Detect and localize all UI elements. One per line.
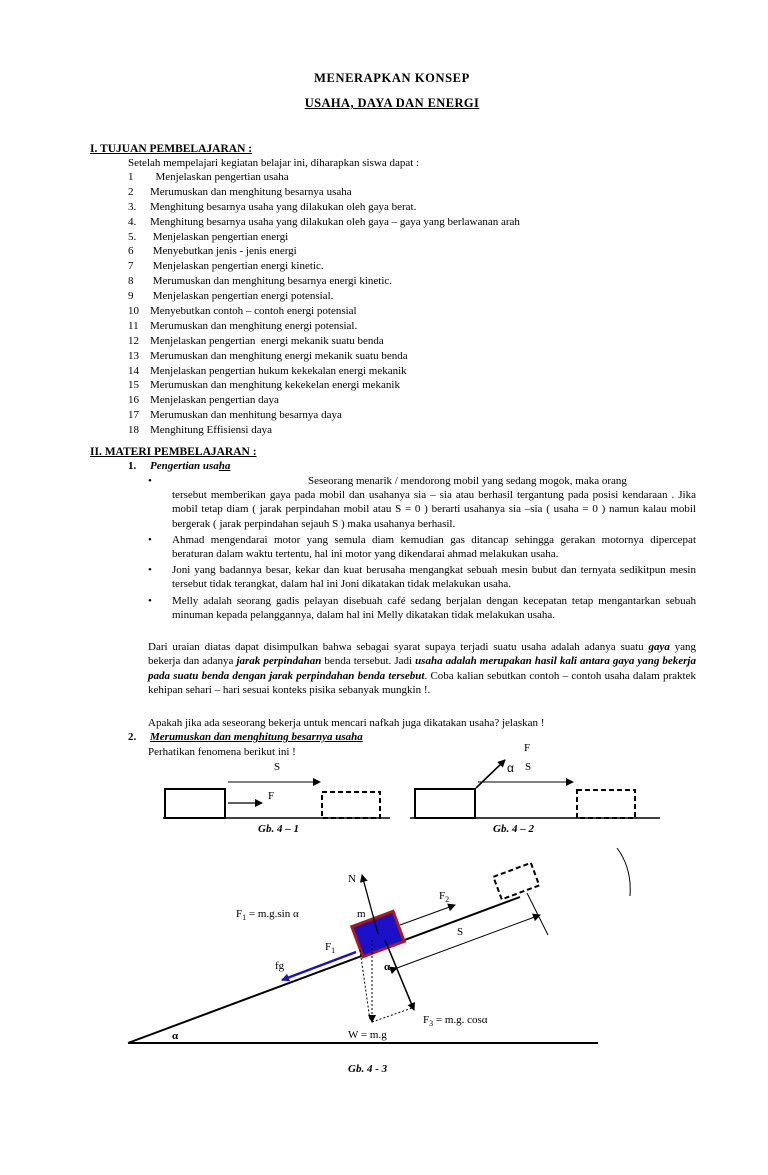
objective-number: 17	[128, 409, 139, 422]
figure-4-1	[163, 782, 390, 818]
objective-text: Menyebutkan contoh – contoh energi potensial	[150, 305, 357, 318]
bullet-text: Melly adalah seorang gadis pelayan disebuah café sedang berjalan dengan kecepatan tetap mengantarkan sebuah minuman kepada pelanggannya, dalam hal ini Melly dikatakan tidak melakukan usaha.	[172, 594, 696, 621]
eq-rest: = m.g. cosα	[433, 1014, 488, 1026]
label-f1-sub: 1	[331, 946, 336, 956]
label-f: F	[268, 790, 275, 802]
label-f2	[439, 890, 449, 904]
document-title: MENERAPKAN KONSEP	[314, 71, 470, 85]
objective-text: Menyebutkan jenis - jenis energi	[150, 245, 297, 258]
keyword-jarak: jarak perpindahan	[236, 655, 322, 668]
figure-4-2	[410, 760, 660, 818]
label-alpha: α	[507, 761, 514, 775]
objective-number: 15	[128, 379, 139, 392]
f2-arrow	[400, 905, 455, 925]
objective-text: Merumuskan dan menghitung energi potensial.	[150, 319, 358, 332]
objective-number: 13	[128, 349, 139, 362]
objective-number: 14	[128, 364, 139, 377]
label-f1-equation	[236, 908, 299, 922]
objective-number: 6	[128, 245, 134, 258]
definition-usaha: usaha adalah merupakan hasil kali antara gaya yang bekerja pada suatu benda dengan jarak perpindahan benda tersebut	[148, 655, 696, 682]
bullet-icon: •	[148, 594, 152, 607]
objective-text: Merumuskan dan menghitung besarnya energi kinetic.	[150, 275, 393, 288]
objective-number: 2	[128, 185, 134, 198]
label-s: S	[457, 926, 464, 938]
eq-rest: = m.g.sin α	[246, 908, 299, 920]
label-s: S	[274, 761, 281, 773]
objective-text: Merumuskan dan menghitung energi mekanik suatu benda	[150, 349, 408, 362]
bullet-text: Joni yang badannya besar, kekar dan kuat berusaha mengangkat sebuah mesin bubut dan ternyata sedikitpun mesin tersebut tidak terangkat, dalam hal ini Joni dikatakan tidak melakukan usaha.	[172, 564, 696, 591]
bullet-icon: •	[148, 564, 152, 577]
eq-f: F	[423, 1014, 430, 1026]
subsection-number: 2.	[128, 731, 137, 743]
block-initial	[165, 789, 225, 818]
label-f2-main: F	[439, 890, 446, 902]
label-s: S	[525, 761, 532, 773]
decorative-curve	[617, 848, 630, 896]
objective-text: Menjelaskan pengertian hukum kekekalan energi mekanik	[150, 364, 407, 377]
label-f: F	[524, 742, 531, 754]
objective-text: Menjelaskan pengertian energi	[150, 230, 289, 243]
caption-fig-4-3: Gb. 4 - 3	[348, 1063, 388, 1075]
objective-text: Merumuskan dan menghitung besarnya usaha	[150, 185, 352, 198]
displacement-arrow	[397, 915, 540, 968]
label-weight: W = m.g	[348, 1029, 387, 1041]
label-alpha-base: α	[172, 1030, 179, 1042]
objective-number: 5.	[128, 230, 137, 243]
label-n: N	[348, 873, 356, 885]
objective-number: 8	[128, 275, 134, 288]
bullet-lead-text: Seseorang menarik / mendorong mobil yang sedang mogok, maka orang	[308, 475, 627, 487]
section-heading-materials: II. MATERI PEMBELAJARAN :	[90, 446, 257, 458]
block-final	[322, 792, 380, 818]
objective-text: Menghitung Effisiensi daya	[150, 424, 272, 437]
bullet-icon: •	[148, 475, 152, 487]
conclusion-text: . Coba kalian sebutkan contoh – contoh usaha dalam praktek kehipan sehari – hari sesuai konteks pisika sebanyak mungkin !.	[148, 669, 696, 697]
objective-number: 18	[128, 424, 139, 437]
objectives-intro: Setelah mempelajari kegiatan belajar ini, diharapkan siswa dapat :	[128, 157, 420, 169]
objective-number: 4.	[128, 215, 137, 228]
f3-arrow	[385, 940, 414, 1010]
objective-number: 16	[128, 394, 139, 407]
objective-number: 11	[128, 319, 139, 332]
bullet-text: tersebut memberikan gaya pada mobil dan usahanya sia – sia atau berhasil tergantung pada posisi kendaraan . Jika mobil tetap diam ( jarak perpindahan mobil atau S = 0 ) berarti usahanya sia –sia ( usaha = 0 ) namun kalau mobil bergerak ( jarak perpindahan sejauh S ) maka usahanya berhasil.	[172, 489, 696, 530]
conclusion-text: benda tersebut. Jadi	[321, 655, 416, 668]
block-final	[493, 863, 539, 899]
objective-number: 10	[128, 305, 139, 318]
objective-text: Menjelaskan pengertian energi mekanik suatu benda	[150, 334, 384, 347]
label-f2-sub: 2	[445, 895, 450, 905]
component-dotted	[372, 1008, 412, 1022]
caption-fig-4-2: Gb. 4 – 2	[493, 823, 534, 835]
subsection-title-part: Pengertian usa	[150, 460, 219, 472]
eq-f: F	[236, 908, 243, 920]
objective-number: 3.	[128, 200, 137, 213]
force-arrow	[476, 760, 505, 788]
objective-number: 7	[128, 260, 134, 273]
label-alpha-block: α	[384, 961, 391, 973]
subsection-number: 1.	[128, 460, 137, 472]
subsection-title-underlined: ha	[218, 460, 231, 472]
label-f1-main: F	[325, 941, 332, 953]
conclusion-text: Dari uraian diatas dapat disimpulkan bahwa sebagai syarat supaya terjadi suatu usaha adalah adanya suatu	[148, 641, 649, 653]
displacement-tick	[527, 893, 548, 935]
question-text: Apakah jika ada seseorang bekerja untuk mencari nafkah juga dikatakan usaha? jelaskan !	[148, 717, 545, 729]
caption-fig-4-1: Gb. 4 – 1	[258, 823, 299, 835]
bullet-icon: •	[148, 533, 152, 546]
block-final	[577, 790, 635, 818]
document-subtitle: USAHA, DAYA DAN ENERGI	[304, 96, 480, 110]
label-fg: fg	[275, 960, 285, 972]
label-f1	[325, 941, 335, 955]
objective-text: Menjelaskan pengertian energi kinetic.	[150, 260, 324, 273]
objective-number: 1	[128, 171, 134, 183]
block-initial	[415, 789, 475, 818]
objective-text: Menjelaskan pengertian daya	[150, 394, 279, 407]
label-m: m	[357, 908, 366, 920]
objective-number: 12	[128, 334, 139, 347]
figure-4-3	[128, 863, 598, 1043]
objective-text: Merumuskan dan menhitung besarnya daya	[150, 409, 342, 422]
objective-text: Menghitung besarnya usaha yang dilakukan oleh gaya berat.	[150, 200, 417, 213]
friction-arrow	[282, 952, 356, 980]
objective-text: Menjelaskan pengertian usaha	[150, 171, 289, 183]
objective-number: 9	[128, 290, 134, 303]
objective-text: Merumuskan dan menghitung kekekelan energi mekanik	[150, 379, 400, 392]
objective-text: Menjelaskan pengertian energi potensial.	[150, 290, 334, 303]
objective-text: Menghitung besarnya usaha yang dilakukan oleh gaya – gaya yang berlawanan arah	[150, 215, 520, 228]
section-heading-objectives: I. TUJUAN PEMBELAJARAN :	[90, 143, 253, 155]
label-f3-equation	[423, 1014, 488, 1028]
keyword-gaya: gaya	[648, 641, 670, 653]
observe-text: Perhatikan fenomena berikut ini !	[148, 746, 296, 758]
component-dotted	[360, 950, 370, 1020]
subsection-title-underlined: Merumuskan dan menghitung besarnya usaha	[150, 731, 363, 743]
eq-sub: 1	[242, 913, 247, 923]
conclusion-text: yang bekerja dan adanya	[148, 641, 697, 668]
eq-sub: 3	[429, 1019, 434, 1029]
bullet-text: Ahmad mengendarai motor yang semula diam kemudian gas ditancap sehingga gerakan motornya dipercepat beraturan dalam waktu tertentu, hal ini motor yang dikendarai ahmad melakukan usaha.	[172, 533, 696, 561]
